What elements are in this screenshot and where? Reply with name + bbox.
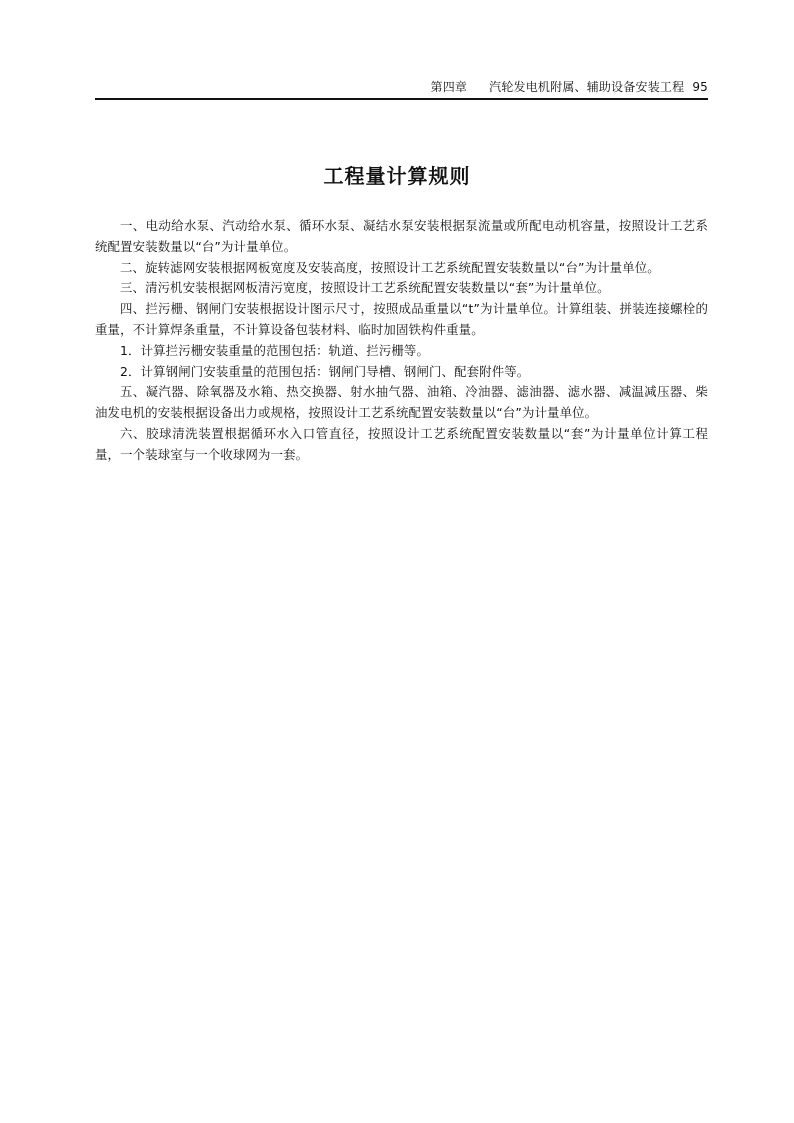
rule-subitem-trash-rack: 1．计算拦污栅安装重量的范围包括：轨道、拦污栅等。 bbox=[120, 342, 430, 358]
rule-paragraph-rotating-screen: 二、旋转滤网安装根据网板宽度及安装高度，按照设计工艺系统配置安装数量以“台”为计量单位。 bbox=[120, 259, 660, 275]
chapter-label: 第四章 bbox=[430, 80, 468, 94]
rule-paragraph-pumps: 一、电动给水泵、汽动给水泵、循环水泵、凝结水泵安装根据泵流量或所配电动机容量，按照设计工艺系统配置安装数量以“台”为计量单位。 bbox=[95, 218, 708, 254]
body-text bbox=[95, 216, 708, 466]
rule-paragraph-condenser-etc: 五、凝汽器、除氧器及水箱、热交换器、射水抽气器、油箱、冷油器、滤油器、滤水器、减温减压器、柴油发电机的安装根据设备出力或规格，按照设计工艺系统配置安装数量以“台”为计量单位。 bbox=[95, 384, 708, 421]
rule-subitem-steel-gate: 2．计算钢闸门安装重量的范围包括：钢闸门导槽、钢闸门、配套附件等。 bbox=[120, 363, 530, 379]
rule-paragraph-trash-rack-gate: 四、拦污栅、钢闸门安装根据设计图示尺寸，按照成品重量以“t”为计量单位。计算组装、拼装连接螺栓的重量，不计算焊条重量，不计算设备包装材料、临时加固铁构件重量。 bbox=[95, 301, 708, 337]
page-number: 95 bbox=[692, 80, 708, 94]
running-header bbox=[96, 78, 708, 96]
section-title: 汽轮发电机附属、辅助设备安装工程 bbox=[489, 80, 685, 94]
page-title: 工程量计算规则 bbox=[323, 164, 471, 188]
header-rule bbox=[95, 98, 708, 100]
rule-paragraph-ball-cleaning: 六、胶球清洗装置根据循环水入口管直径，按照设计工艺系统配置安装数量以“套”为计量单位计算工程量，一个装球室与一个收球网为一套。 bbox=[95, 425, 708, 462]
rule-paragraph-trash-cleaner: 三、清污机安装根据网板清污宽度，按照设计工艺系统配置安装数量以“套”为计量单位。 bbox=[120, 280, 610, 296]
